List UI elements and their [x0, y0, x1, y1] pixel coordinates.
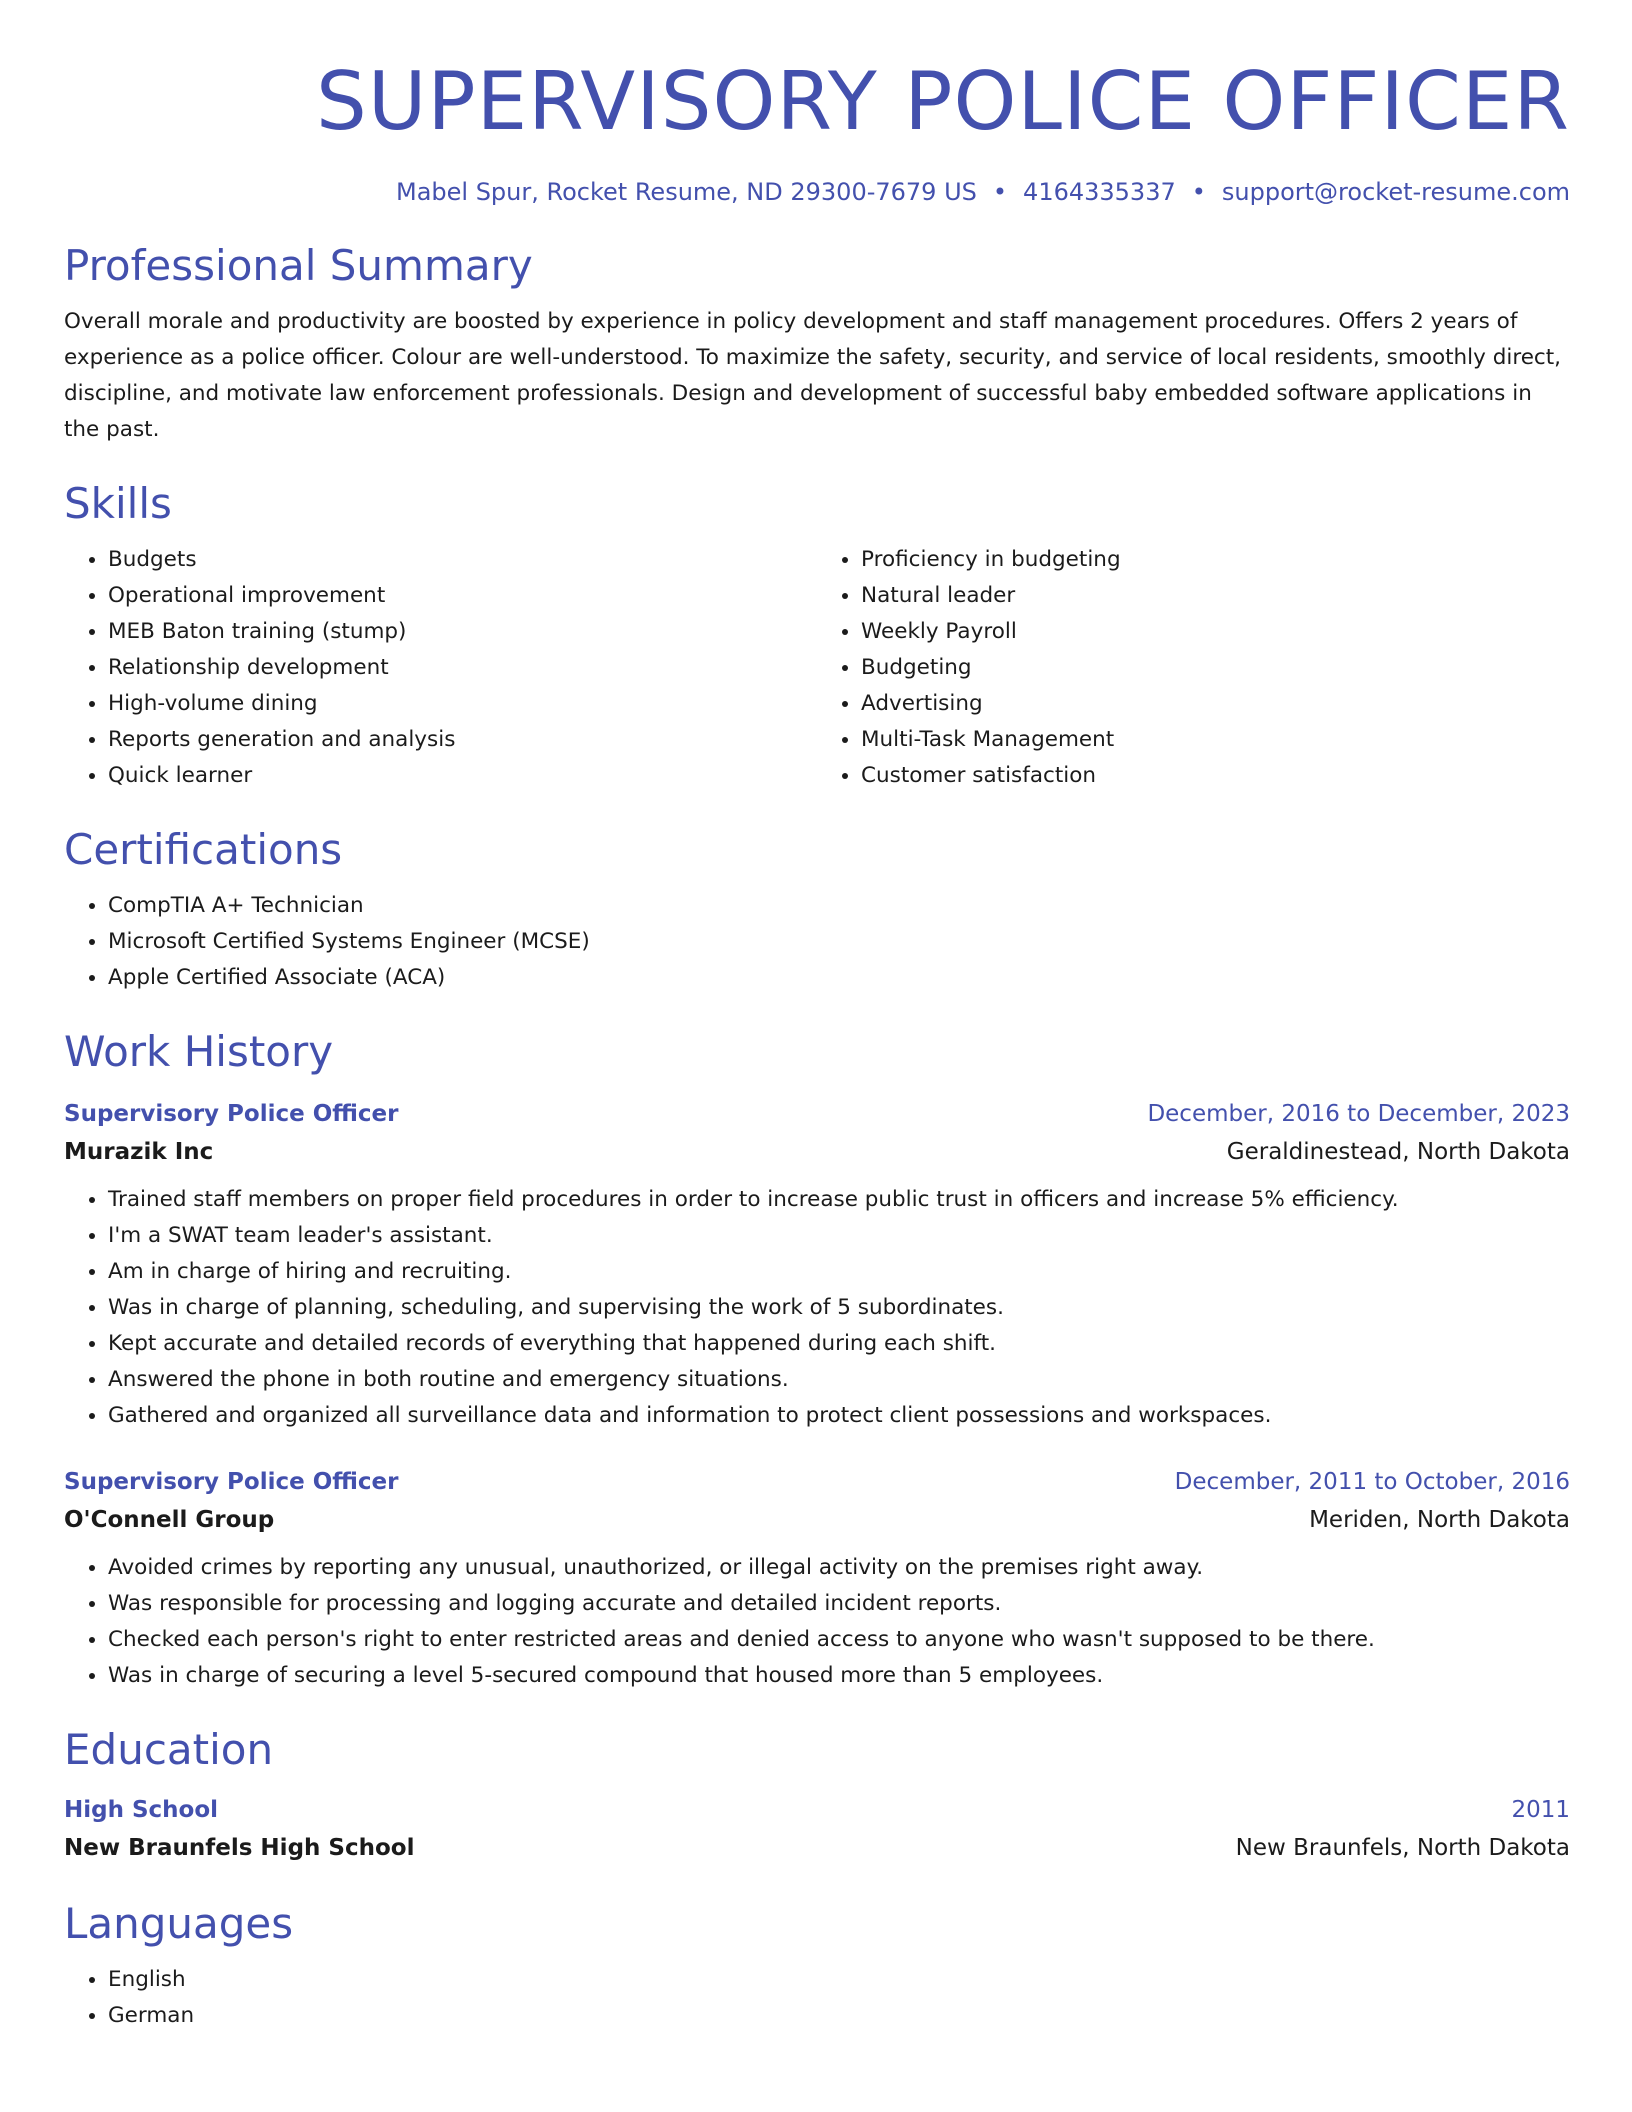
list-item: • Trained staff members on proper field procedures in order to increase public trust in officers and increase 5% efficiency.: [108, 1182, 1570, 1218]
contact-email[interactable]: support@rocket-resume.com: [1221, 178, 1570, 206]
job-entry: [64, 1096, 1570, 1434]
list-item: • Gathered and organized all surveillance data and information to protect client possessions and workspaces.: [108, 1398, 1570, 1434]
section-title-summary: Professional Summary: [64, 241, 533, 290]
section-title-skills: Skills: [64, 479, 172, 528]
job-location: Geraldinestead, North Dakota: [1226, 1139, 1570, 1165]
section-title-work-history: Work History: [64, 1027, 334, 1076]
section-title-certifications: Certifications: [64, 825, 343, 874]
contact-separator: •: [1191, 178, 1206, 206]
school-name: New Braunfels High School: [64, 1835, 415, 1861]
contact-separator: •: [992, 178, 1008, 206]
list-item: • MEB Baton training (stump): [108, 614, 817, 650]
list-item: • Natural leader: [861, 578, 1570, 614]
education-header-row: [64, 1792, 1570, 1828]
list-item: • Operational improvement: [108, 578, 817, 614]
job-dates: December, 2016 to December, 2023: [1147, 1101, 1570, 1127]
list-item: • Budgeting: [861, 650, 1570, 686]
list-item: • Weekly Payroll: [861, 614, 1570, 650]
list-item: • Customer satisfaction: [861, 758, 1570, 794]
summary-text: Overall morale and productivity are boosted by experience in policy development and staff management procedures. Offers 2 years of experience as a police officer. Colour are well-understood. To maximize the safety, security, and service of local residents, smoothly direct, discipline, and motivate law enforcement professionals. Design and development of successful baby embedded software applications in the past.: [64, 309, 1562, 442]
list-item: • Quick learner: [108, 758, 817, 794]
list-item: • Answered the phone in both routine and emergency situations.: [108, 1362, 1570, 1398]
list-item: • Avoided crimes by reporting any unusual, unauthorized, or illegal activity on the premises right away.: [108, 1550, 1570, 1586]
job-location: Meriden, North Dakota: [1309, 1507, 1570, 1533]
list-item: • CompTIA A+ Technician: [108, 888, 1570, 924]
work-history-section: [64, 1024, 1570, 1694]
section-title-education: Education: [64, 1725, 274, 1774]
skills-list-right: [817, 542, 1570, 794]
section-title-languages: Languages: [64, 1899, 294, 1948]
job-entry: [64, 1464, 1570, 1694]
list-item: • Reports generation and analysis: [108, 722, 817, 758]
list-item: • Checked each person's right to enter restricted areas and denied access to anyone who wasn't supposed to be there.: [108, 1622, 1570, 1658]
contact-address: Mabel Spur, Rocket Resume, ND 29300-7679 US: [395, 178, 977, 206]
company-name: Murazik Inc: [64, 1139, 214, 1165]
list-item: • Was responsible for processing and logging accurate and detailed incident reports.: [108, 1586, 1570, 1622]
list-item: • High-volume dining: [108, 686, 817, 722]
list-item: • Kept accurate and detailed records of everything that happened during each shift.: [108, 1326, 1570, 1362]
education-entry: [64, 1792, 1570, 1868]
skills-section: [64, 476, 1570, 794]
certifications-list: [64, 888, 1570, 996]
resume-header: [64, 52, 1570, 208]
list-item: • Multi-Task Management: [861, 722, 1570, 758]
job-header-row: [64, 1096, 1570, 1132]
languages-list: [64, 1962, 1570, 2034]
contact-phone: 4164335337: [1023, 178, 1176, 206]
list-item: • Advertising: [861, 686, 1570, 722]
list-item: • Microsoft Certified Systems Engineer (MCSE): [108, 924, 1570, 960]
list-item: • Relationship development: [108, 650, 817, 686]
job-title: Supervisory Police Officer: [64, 1469, 399, 1495]
list-item: • Apple Certified Associate (ACA): [108, 960, 1570, 996]
job-bullets: [64, 1550, 1570, 1694]
candidate-name: SUPERVISORY POLICE OFFICER: [316, 55, 1570, 148]
list-item: • Was in charge of planning, scheduling, and supervising the work of 5 subordinates.: [108, 1290, 1570, 1326]
list-item: • Am in charge of hiring and recruiting.: [108, 1254, 1570, 1290]
skills-list-left: [64, 542, 817, 794]
skills-grid: [64, 542, 1570, 794]
summary-section: [64, 238, 1570, 448]
education-section: [64, 1722, 1570, 1868]
job-dates: December, 2011 to October, 2016: [1174, 1469, 1570, 1495]
list-item: • Budgets: [108, 542, 817, 578]
list-item: • German: [108, 1998, 1570, 2034]
school-location: New Braunfels, North Dakota: [1235, 1835, 1570, 1861]
languages-section: [64, 1896, 1570, 2034]
job-company-row: [64, 1132, 1570, 1172]
list-item: • English: [108, 1962, 1570, 1998]
job-company-row: [64, 1500, 1570, 1540]
job-header-row: [64, 1464, 1570, 1500]
list-item: • Was in charge of securing a level 5-secured compound that housed more than 5 employees.: [108, 1658, 1570, 1694]
company-name: O'Connell Group: [64, 1507, 275, 1533]
list-item: • Proficiency in budgeting: [861, 542, 1570, 578]
job-bullets: [64, 1182, 1570, 1434]
certifications-section: [64, 822, 1570, 996]
job-title: Supervisory Police Officer: [64, 1101, 399, 1127]
contact-line: [64, 176, 1570, 208]
graduation-year: 2011: [1511, 1797, 1570, 1823]
education-school-row: [64, 1828, 1570, 1868]
list-item: • I'm a SWAT team leader's assistant.: [108, 1218, 1570, 1254]
degree: High School: [64, 1797, 219, 1823]
